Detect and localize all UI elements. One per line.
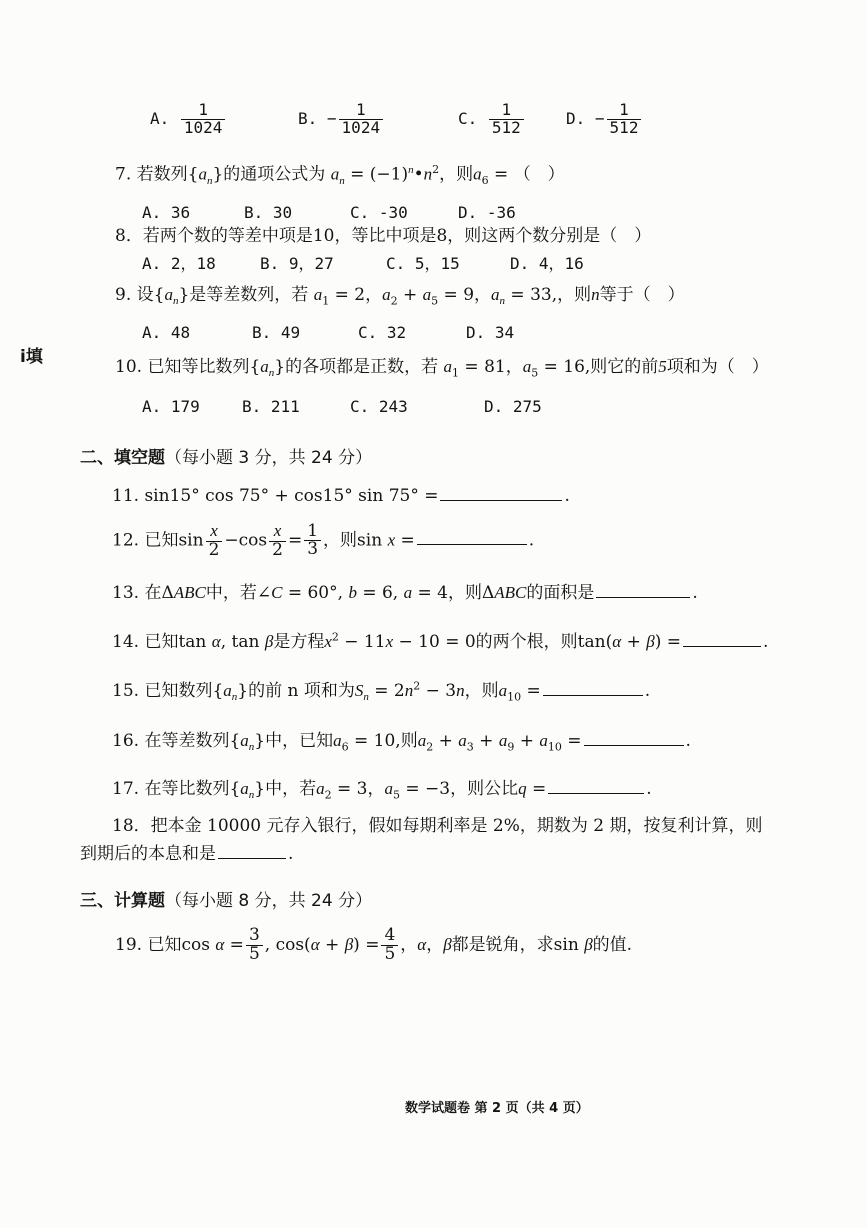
answer-blank-14[interactable] [683, 630, 761, 647]
question-18-line-1: 18．把本金 10000 元存入银行，假如每期利率是 2%，期数为 2 期，按复利计算，则 [112, 816, 763, 836]
answer-blank-18[interactable] [218, 842, 286, 859]
q6-option-b: B. − $\frac{1}{1024}$ [298, 102, 385, 137]
q7-option-b: B. 30 [244, 203, 293, 222]
q9-option-c: C. 32 [358, 323, 407, 342]
q8-option-b: B. 9，27 [260, 254, 334, 273]
question-7: 7. 若数列$\{a_n\}$的通项公式为 $a_n$ = $(-1)^n•n^2$，则$a_6$ = （ ） [115, 163, 565, 188]
q9-option-b: B. 49 [252, 323, 301, 342]
answer-blank-12[interactable] [417, 528, 527, 545]
question-11: 11. sin15° cos 75° + cos15° sin 75° = . [112, 486, 570, 506]
answer-blank-11[interactable] [440, 484, 562, 501]
q8-option-c: C. 5，15 [386, 254, 460, 273]
answer-blank-15[interactable] [543, 679, 643, 696]
q6-option-a: A. $\frac{1}{1024}$ [150, 102, 227, 137]
q7-option-a: A. 36 [142, 203, 191, 222]
question-13: 13. 在ΔABC中，若∠C = 60°, b = 6, a = 4，则ΔABC的面积是 . [112, 583, 698, 603]
question-15: 15. 已知数列$\{a_n\}$的前 n 项和为$S_n = 2n^2 - 3n$，则$a_{10}$ = . [112, 679, 651, 704]
q10-option-b: B. 211 [242, 397, 300, 416]
question-16: 16. 在等差数列$\{a_n\}$中，已知$a_6 = 10$,则$a_2 + a_3 + a_9 + a_{10}$ = . [112, 731, 691, 754]
page-footer: 数学试题卷 第 2 页（共 4 页） [405, 1101, 589, 1116]
q6-option-c: C. $\frac{1}{512}$ [458, 102, 526, 137]
question-10: 10. 已知等比数列$\{a_n\}$的各项都是正数，若 $a_1 = 81$，$a_5 = 16$,则它的前5项和为（ ） [115, 357, 769, 380]
answer-blank-13[interactable] [596, 581, 690, 598]
q8-option-a: A. 2，18 [142, 254, 216, 273]
question-18-line-2: 到期后的本息和是 . [80, 844, 294, 864]
question-9: 9. 设$\{a_n\}$是等差数列，若 $a_1 = 2$，$a_2 + a_5 = 9$，$a_n = 33$,，则n等于（ ） [115, 285, 685, 308]
q7-option-c: C. -30 [350, 203, 408, 222]
question-8: 8．若两个数的等差中项是10，等比中项是8，则这两个数分别是（ ） [115, 226, 652, 246]
answer-blank-17[interactable] [548, 777, 644, 794]
q9-option-d: D. 34 [466, 323, 515, 342]
q6-option-d: D. − $\frac{1}{512}$ [566, 102, 643, 137]
side-mark: i填 [20, 347, 43, 367]
q10-option-d: D. 275 [484, 397, 542, 416]
q10-option-c: C. 243 [350, 397, 408, 416]
section-3-heading: 三、计算题（每小题 8 分，共 24 分） [80, 891, 373, 911]
answer-blank-16[interactable] [584, 729, 684, 746]
question-19: 19. 已知cos α = $\frac{3}{5}$ , cos(α + β) = $\frac{4}{5}$ ，α，β都是锐角，求sin β的值. [115, 925, 633, 964]
question-12: 12. 已知sin $\frac{x}{2}$ −cos $\frac{x}{2}$ = $\frac{1}{3}$ ，则sin x = . [112, 520, 535, 560]
question-17: 17. 在等比数列$\{a_n\}$中，若$a_2 = 3$，$a_5 = -3$，则公比q = . [112, 779, 652, 802]
q9-option-a: A. 48 [142, 323, 191, 342]
question-14: 14. 已知tan α, tan β是方程$x^2 - 11x - 10 = 0$的两个根，则tan(α + β) = . [112, 630, 769, 652]
q7-option-d: D. -36 [458, 203, 516, 222]
q10-option-a: A. 179 [142, 397, 200, 416]
q8-option-d: D. 4，16 [510, 254, 584, 273]
section-2-heading: 二、填空题（每小题 3 分，共 24 分） [80, 448, 373, 468]
